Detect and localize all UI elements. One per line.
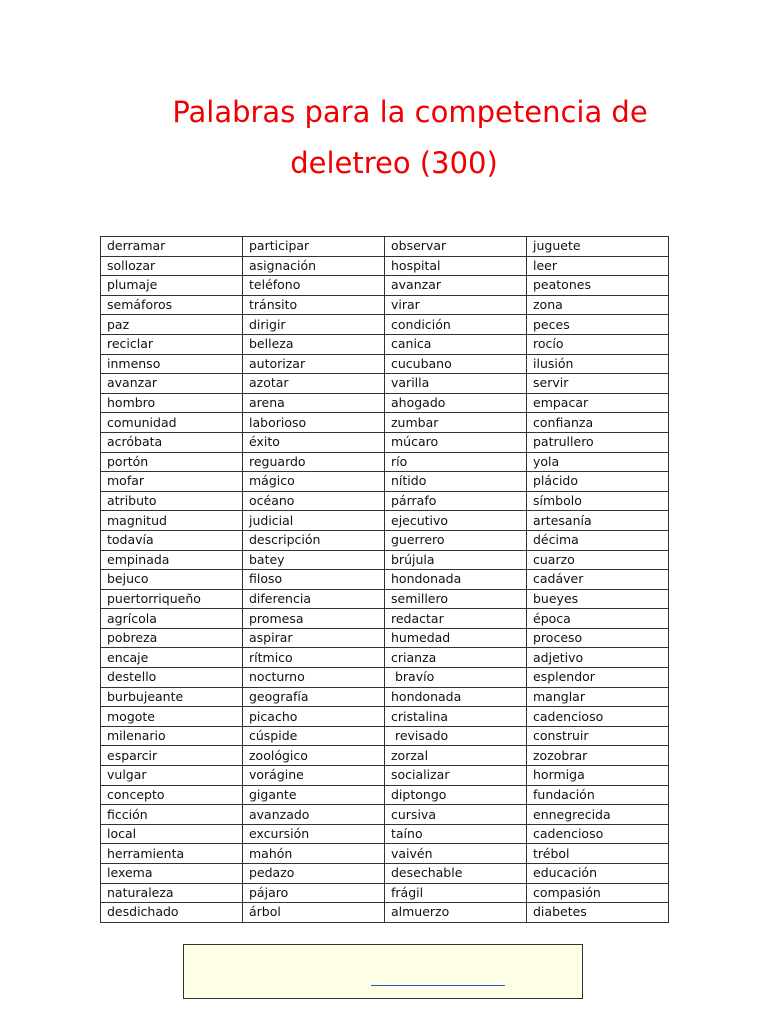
table-row: [101, 903, 669, 923]
word-cell: picacho: [243, 707, 385, 727]
word-cell: sollozar: [101, 256, 243, 276]
word-cell: hombro: [101, 393, 243, 413]
word-cell: leer: [527, 256, 669, 276]
word-cell: ejecutivo: [385, 511, 527, 531]
word-cell: local: [101, 824, 243, 844]
word-cell: inmenso: [101, 354, 243, 374]
word-cell: yola: [527, 452, 669, 472]
word-cell: guerrero: [385, 530, 527, 550]
word-cell: bueyes: [527, 589, 669, 609]
word-cell: naturaleza: [101, 883, 243, 903]
word-cell: reciclar: [101, 334, 243, 354]
word-cell: burbujeante: [101, 687, 243, 707]
table-row: [101, 785, 669, 805]
footer-box: [183, 944, 583, 999]
word-cell: nítido: [385, 472, 527, 492]
word-table-body: [101, 237, 669, 923]
table-row: [101, 746, 669, 766]
word-cell: compasión: [527, 883, 669, 903]
word-cell: río: [385, 452, 527, 472]
word-cell: arena: [243, 393, 385, 413]
word-cell: hondonada: [385, 687, 527, 707]
word-cell: redactar: [385, 609, 527, 629]
table-row: [101, 668, 669, 688]
word-cell: océano: [243, 491, 385, 511]
word-cell: condición: [385, 315, 527, 335]
table-row: [101, 824, 669, 844]
word-cell: crianza: [385, 648, 527, 668]
word-cell: hondonada: [385, 570, 527, 590]
word-cell: geografía: [243, 687, 385, 707]
word-cell: árbol: [243, 903, 385, 923]
table-row: [101, 844, 669, 864]
word-cell: pájaro: [243, 883, 385, 903]
word-cell: cúspide: [243, 726, 385, 746]
word-cell: construir: [527, 726, 669, 746]
table-row: [101, 295, 669, 315]
word-cell: juguete: [527, 237, 669, 257]
word-cell: destello: [101, 668, 243, 688]
word-cell: autorizar: [243, 354, 385, 374]
word-cell: filoso: [243, 570, 385, 590]
word-cell: símbolo: [527, 491, 669, 511]
word-cell: vorágine: [243, 766, 385, 786]
word-cell: hospital: [385, 256, 527, 276]
word-cell: plumaje: [101, 276, 243, 296]
word-cell: esparcir: [101, 746, 243, 766]
word-cell: mahón: [243, 844, 385, 864]
word-cell: proceso: [527, 628, 669, 648]
word-cell: todavía: [101, 530, 243, 550]
word-cell: manglar: [527, 687, 669, 707]
word-cell: avanzar: [385, 276, 527, 296]
table-row: [101, 432, 669, 452]
word-cell: peces: [527, 315, 669, 335]
word-cell: gigante: [243, 785, 385, 805]
word-cell: párrafo: [385, 491, 527, 511]
word-cell: ficción: [101, 805, 243, 825]
word-cell: plácido: [527, 472, 669, 492]
word-cell: trébol: [527, 844, 669, 864]
word-cell: adjetivo: [527, 648, 669, 668]
word-cell: canica: [385, 334, 527, 354]
word-cell: portón: [101, 452, 243, 472]
table-row: [101, 609, 669, 629]
word-cell: acróbata: [101, 432, 243, 452]
word-cell: frágil: [385, 883, 527, 903]
word-cell: zorzal: [385, 746, 527, 766]
word-cell: batey: [243, 550, 385, 570]
word-cell: excursión: [243, 824, 385, 844]
table-row: [101, 491, 669, 511]
word-cell: derramar: [101, 237, 243, 257]
word-cell: milenario: [101, 726, 243, 746]
word-cell: semillero: [385, 589, 527, 609]
table-row: [101, 570, 669, 590]
word-cell: diptongo: [385, 785, 527, 805]
word-cell: fundación: [527, 785, 669, 805]
word-cell: cristalina: [385, 707, 527, 727]
word-cell: mogote: [101, 707, 243, 727]
word-cell: cuarzo: [527, 550, 669, 570]
word-cell: cursiva: [385, 805, 527, 825]
word-cell: nocturno: [243, 668, 385, 688]
table-row: [101, 452, 669, 472]
word-cell: rocío: [527, 334, 669, 354]
word-cell: pedazo: [243, 864, 385, 884]
table-row: [101, 237, 669, 257]
word-cell: belleza: [243, 334, 385, 354]
word-cell: zumbar: [385, 413, 527, 433]
word-cell: desechable: [385, 864, 527, 884]
word-cell: décima: [527, 530, 669, 550]
word-cell: atributo: [101, 491, 243, 511]
word-cell: mágico: [243, 472, 385, 492]
word-cell: herramienta: [101, 844, 243, 864]
word-cell: zona: [527, 295, 669, 315]
word-cell: hormiga: [527, 766, 669, 786]
word-cell: rítmico: [243, 648, 385, 668]
word-cell: azotar: [243, 374, 385, 394]
word-cell: cadencioso: [527, 824, 669, 844]
table-row: [101, 766, 669, 786]
word-cell: agrícola: [101, 609, 243, 629]
word-cell: humedad: [385, 628, 527, 648]
word-cell: varilla: [385, 374, 527, 394]
word-cell: servir: [527, 374, 669, 394]
word-cell: taíno: [385, 824, 527, 844]
word-cell: descripción: [243, 530, 385, 550]
word-cell: ahogado: [385, 393, 527, 413]
table-row: [101, 687, 669, 707]
word-cell: ennegrecida: [527, 805, 669, 825]
word-cell: lexema: [101, 864, 243, 884]
word-cell: cadáver: [527, 570, 669, 590]
table-row: [101, 334, 669, 354]
table-row: [101, 883, 669, 903]
word-cell: ilusión: [527, 354, 669, 374]
table-row: [101, 864, 669, 884]
word-cell: avanzado: [243, 805, 385, 825]
word-cell: múcaro: [385, 432, 527, 452]
table-row: [101, 472, 669, 492]
word-cell: confianza: [527, 413, 669, 433]
table-row: [101, 707, 669, 727]
document-title-line-1: Palabras para la competencia de: [172, 95, 648, 129]
document-title-line-2: deletreo (300): [290, 146, 498, 180]
word-cell: pobreza: [101, 628, 243, 648]
word-cell: concepto: [101, 785, 243, 805]
word-cell: virar: [385, 295, 527, 315]
word-cell: observar: [385, 237, 527, 257]
table-row: [101, 550, 669, 570]
word-cell: dirigir: [243, 315, 385, 335]
word-cell: puertorriqueño: [101, 589, 243, 609]
table-row: [101, 413, 669, 433]
word-cell: esplendor: [527, 668, 669, 688]
word-cell: brújula: [385, 550, 527, 570]
table-row: [101, 589, 669, 609]
table-row: [101, 648, 669, 668]
word-cell: artesanía: [527, 511, 669, 531]
word-cell: semáforos: [101, 295, 243, 315]
table-row: [101, 511, 669, 531]
word-cell: diabetes: [527, 903, 669, 923]
word-cell: promesa: [243, 609, 385, 629]
word-cell: judicial: [243, 511, 385, 531]
word-cell: magnitud: [101, 511, 243, 531]
word-cell: tránsito: [243, 295, 385, 315]
word-cell: avanzar: [101, 374, 243, 394]
word-cell: bejuco: [101, 570, 243, 590]
word-cell: reguardo: [243, 452, 385, 472]
word-cell: asignación: [243, 256, 385, 276]
word-cell: éxito: [243, 432, 385, 452]
word-cell: vulgar: [101, 766, 243, 786]
word-cell: zoológico: [243, 746, 385, 766]
table-row: [101, 726, 669, 746]
word-cell: participar: [243, 237, 385, 257]
word-cell: diferencia: [243, 589, 385, 609]
word-cell: patrullero: [527, 432, 669, 452]
word-cell: desdichado: [101, 903, 243, 923]
table-row: [101, 354, 669, 374]
word-cell: encaje: [101, 648, 243, 668]
word-cell: educación: [527, 864, 669, 884]
table-row: [101, 374, 669, 394]
footer-link[interactable]: [371, 985, 505, 986]
word-cell: cadencioso: [527, 707, 669, 727]
table-row: [101, 393, 669, 413]
word-cell: peatones: [527, 276, 669, 296]
word-cell: comunidad: [101, 413, 243, 433]
word-cell: vaivén: [385, 844, 527, 864]
spelling-word-table: [100, 236, 669, 923]
word-cell: empinada: [101, 550, 243, 570]
word-cell: revisado: [385, 726, 527, 746]
word-cell: socializar: [385, 766, 527, 786]
word-cell: época: [527, 609, 669, 629]
word-cell: laborioso: [243, 413, 385, 433]
table-row: [101, 805, 669, 825]
table-row: [101, 530, 669, 550]
word-cell: zozobrar: [527, 746, 669, 766]
word-cell: aspirar: [243, 628, 385, 648]
word-cell: mofar: [101, 472, 243, 492]
word-cell: bravío: [385, 668, 527, 688]
word-cell: cucubano: [385, 354, 527, 374]
table-row: [101, 276, 669, 296]
table-row: [101, 256, 669, 276]
table-row: [101, 315, 669, 335]
word-cell: almuerzo: [385, 903, 527, 923]
table-row: [101, 628, 669, 648]
word-cell: teléfono: [243, 276, 385, 296]
word-cell: paz: [101, 315, 243, 335]
word-cell: empacar: [527, 393, 669, 413]
